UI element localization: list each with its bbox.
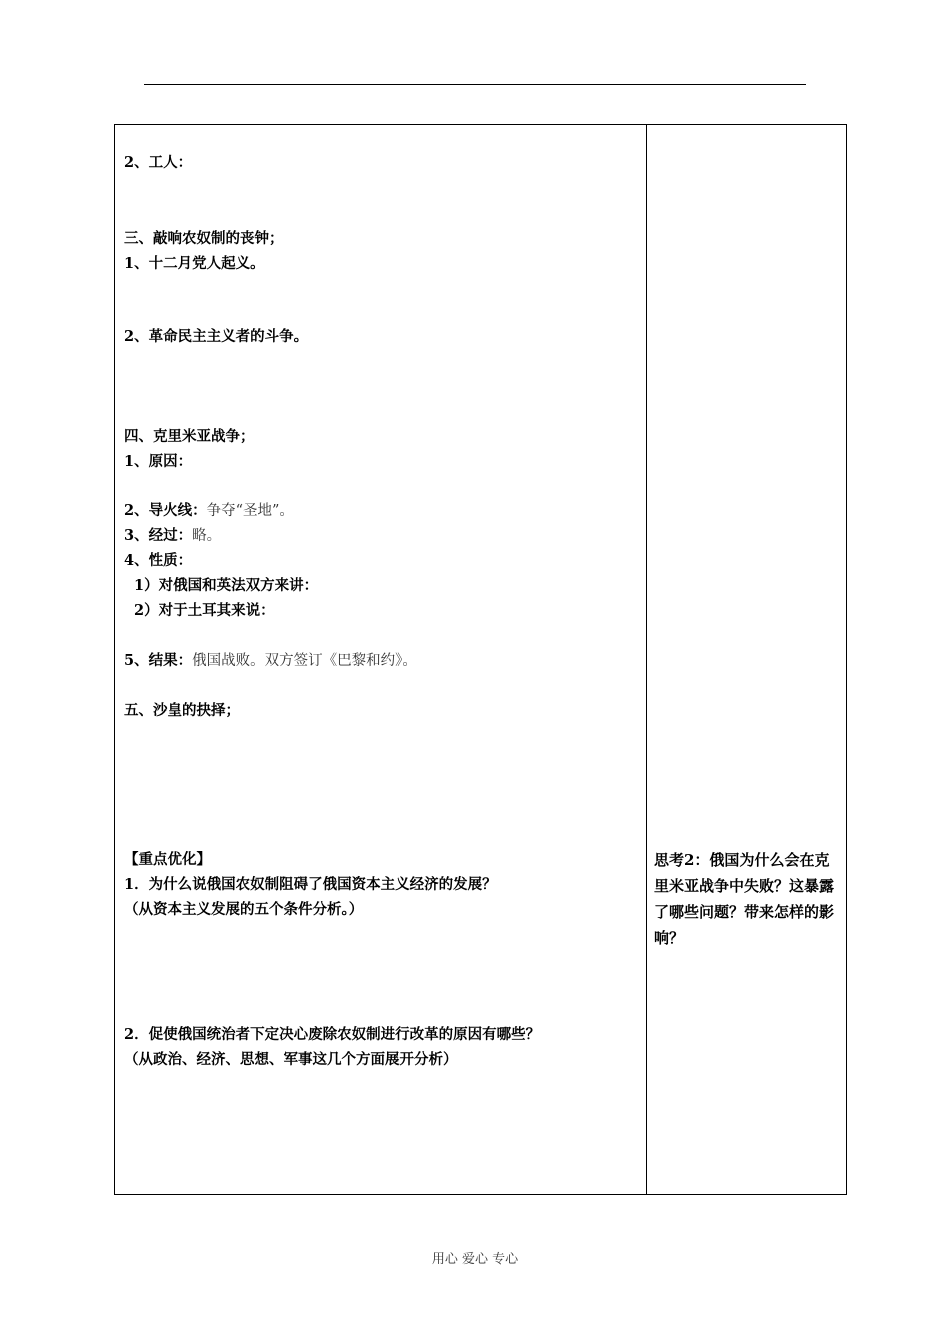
result-label: 5、结果： xyxy=(124,652,193,669)
key-points-heading: 【重点优化】 xyxy=(124,851,211,868)
question-1: 1．为什么说俄国农奴制阻碍了俄国资本主义经济的发展？ xyxy=(124,876,497,893)
page-footer: 用心 爱心 专心 xyxy=(431,1252,519,1267)
header-rule xyxy=(144,84,806,85)
decembrist-item: 1、十二月党人起义。 xyxy=(124,255,265,272)
workers-item: 2、工人： xyxy=(124,154,193,171)
nature-sub-2: 2）对于土耳其来说： xyxy=(134,602,275,619)
section-5-heading: 五、沙皇的抉择； xyxy=(124,702,240,719)
section-4-heading: 四、克里米亚战争； xyxy=(124,428,255,445)
nature-item: 4、性质： xyxy=(124,552,193,569)
side-note-think-2: 思考2：俄国为什么会在克里米亚战争中失败？这暴露了哪些问题？带来怎样的影响？ xyxy=(654,851,835,947)
process-label: 3、经过： xyxy=(124,527,193,544)
trigger-item xyxy=(124,501,294,521)
question-2-hint: （从政治、经济、思想、军事这几个方面展开分析） xyxy=(124,1051,458,1068)
section-3-heading: 三、敲响农奴制的丧钟； xyxy=(124,230,284,247)
result-item xyxy=(124,651,417,671)
worksheet-table xyxy=(114,124,847,1195)
cause-item: 1、原因： xyxy=(124,453,193,470)
result-value: 俄国战败。双方签订《巴黎和约》。 xyxy=(192,653,417,669)
column-divider xyxy=(646,125,647,1194)
question-2: 2．促使俄国统治者下定决心废除农奴制进行改革的原因有哪些？ xyxy=(124,1026,541,1043)
process-value: 略。 xyxy=(192,528,222,544)
trigger-label: 2、导火线： xyxy=(124,502,207,519)
process-item xyxy=(124,526,221,546)
trigger-value: 争夺“圣地”。 xyxy=(206,503,294,519)
question-1-hint: （从资本主义发展的五个条件分析。） xyxy=(124,901,364,918)
revolutionary-item: 2、革命民主主义者的斗争。 xyxy=(124,328,309,345)
nature-sub-1: 1）对俄国和英法双方来讲： xyxy=(134,577,319,594)
